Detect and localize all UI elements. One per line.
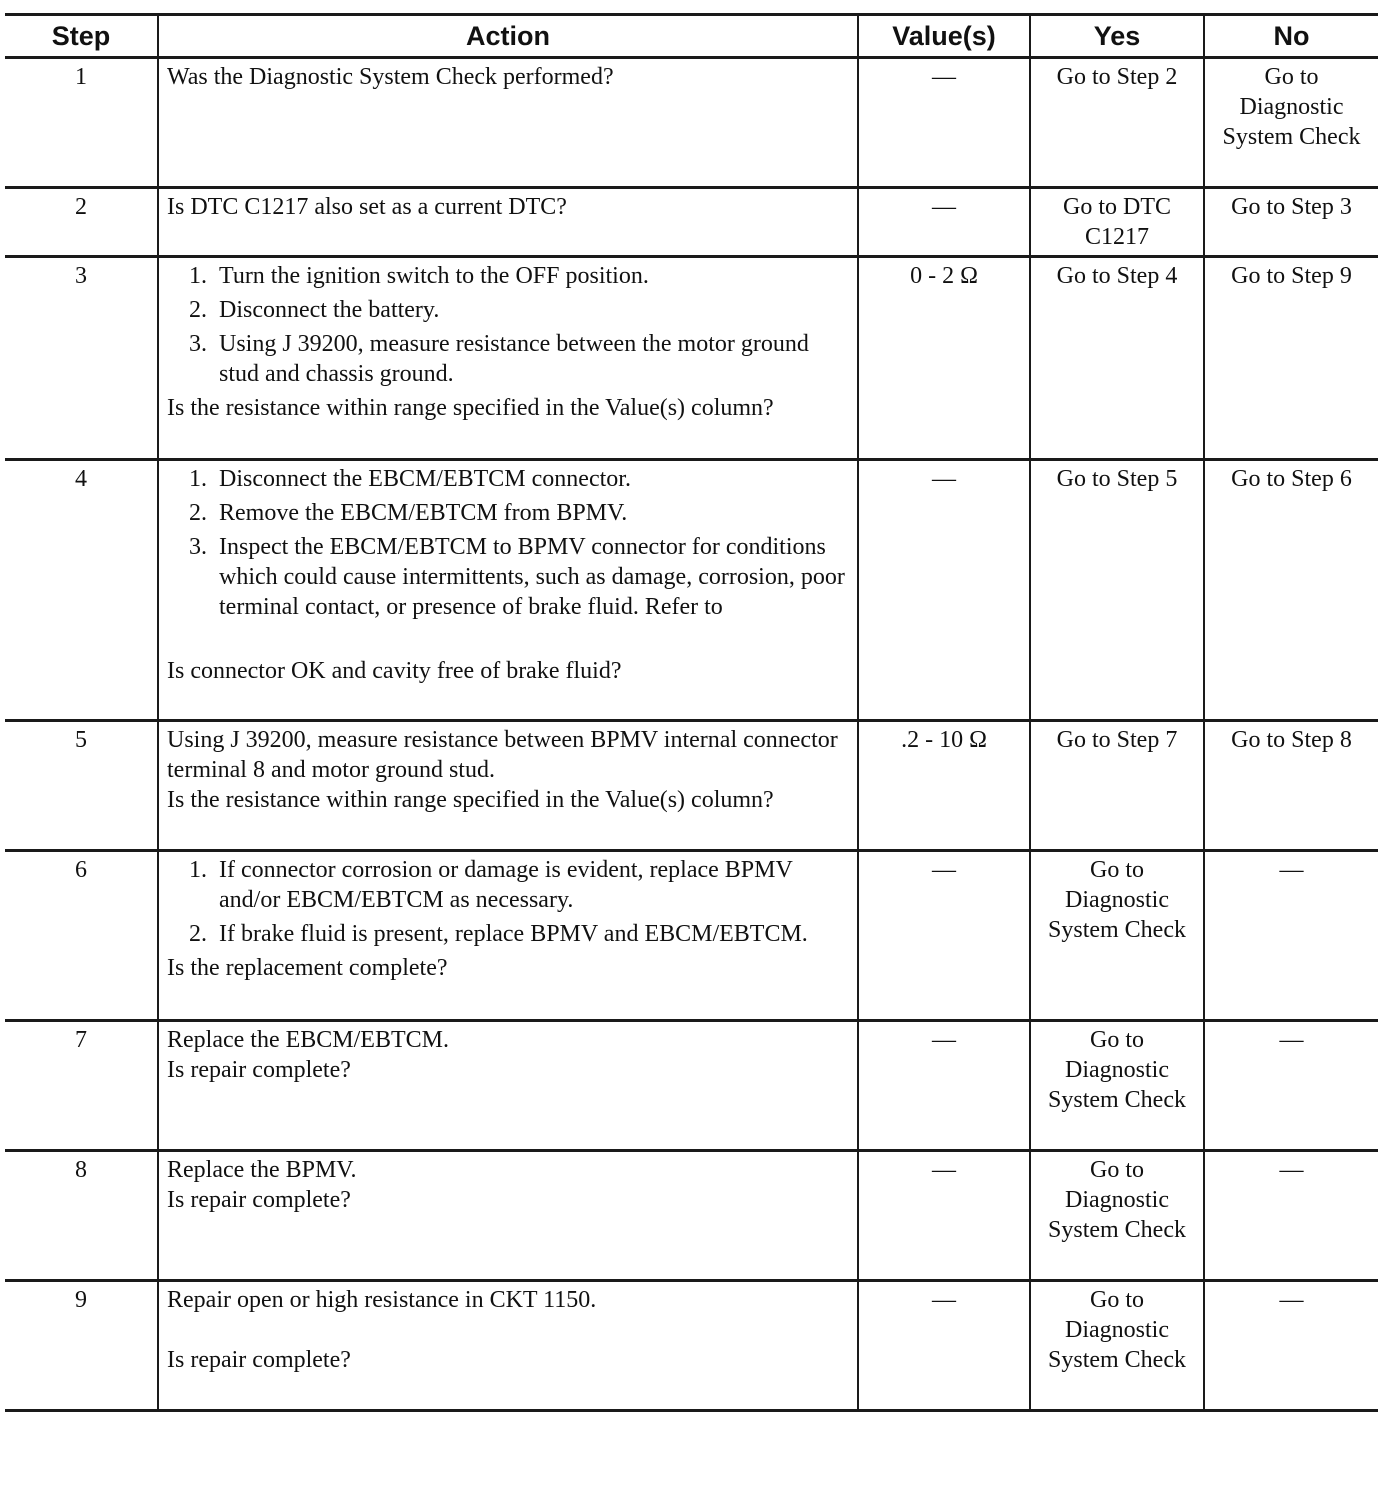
action-step	[167, 919, 849, 949]
step-text: Disconnect the battery.	[219, 297, 440, 323]
step-index: 1.	[189, 857, 207, 883]
action-question: Is connector OK and cavity free of brake fluid?	[167, 658, 622, 684]
no-cell: —	[1204, 1021, 1378, 1151]
step-number: 6	[5, 851, 158, 1021]
header-values: Value(s)	[858, 15, 1030, 58]
step-number: 4	[5, 460, 158, 721]
no-cell: Go to Step 9	[1204, 257, 1378, 460]
step-index: 2.	[189, 500, 207, 526]
step-index: 3.	[189, 534, 207, 560]
action-cell	[158, 1281, 858, 1411]
action-question: Is repair complete?	[167, 1347, 351, 1373]
no-cell: —	[1204, 1281, 1378, 1411]
step-index: 3.	[189, 331, 207, 357]
yes-cell: Go to Step 5	[1030, 460, 1204, 721]
step-number: 8	[5, 1151, 158, 1281]
table-row	[5, 188, 1378, 257]
yes-cell: Go to Step 7	[1030, 721, 1204, 851]
table-row	[5, 1151, 1378, 1281]
no-cell: Go to Step 3	[1204, 188, 1378, 257]
action-question: Is repair complete?	[167, 1187, 351, 1213]
yes-cell: Go to Diagnostic System Check	[1030, 1151, 1204, 1281]
value-cell: —	[858, 851, 1030, 1021]
header-no: No	[1204, 15, 1378, 58]
no-cell: —	[1204, 1151, 1378, 1281]
action-question: Is the resistance within range specified in the Value(s) column?	[167, 395, 774, 421]
step-number: 3	[5, 257, 158, 460]
step-number: 9	[5, 1281, 158, 1411]
step-text: Disconnect the EBCM/EBTCM connector.	[219, 466, 631, 492]
value-cell: .2 - 10 Ω	[858, 721, 1030, 851]
step-number: 5	[5, 721, 158, 851]
action-text: Replace the EBCM/EBTCM.	[167, 1027, 449, 1053]
step-text: Using J 39200, measure resistance between the motor ground stud and chassis ground.	[219, 331, 809, 387]
yes-cell: Go to Step 4	[1030, 257, 1204, 460]
table-row	[5, 58, 1378, 188]
value-cell: —	[858, 1021, 1030, 1151]
diagnostic-table	[5, 13, 1378, 1412]
table-row	[5, 721, 1378, 851]
header-yes: Yes	[1030, 15, 1204, 58]
spacer	[167, 1315, 849, 1345]
action-question: Is repair complete?	[167, 1057, 351, 1083]
action-text: Replace the BPMV.	[167, 1157, 357, 1183]
step-text: Inspect the EBCM/EBTCM to BPMV connector for conditions which could cause intermittents, such as damage, corrosion, poor terminal contact, or presence of brake fluid. Refer to	[219, 534, 845, 620]
value-cell: —	[858, 1281, 1030, 1411]
action-question: Is the resistance within range specified in the Value(s) column?	[167, 787, 774, 813]
no-cell: Go to Step 8	[1204, 721, 1378, 851]
action-steps	[167, 261, 849, 389]
header-row	[5, 15, 1378, 58]
step-index: 2.	[189, 297, 207, 323]
action-steps	[167, 464, 849, 622]
table-row	[5, 851, 1378, 1021]
table-row	[5, 1021, 1378, 1151]
action-text: Is DTC C1217 also set as a current DTC?	[167, 194, 567, 220]
step-text: Remove the EBCM/EBTCM from BPMV.	[219, 500, 628, 526]
action-step	[167, 464, 849, 494]
yes-cell: Go to Diagnostic System Check	[1030, 851, 1204, 1021]
yes-cell: Go to Diagnostic System Check	[1030, 1281, 1204, 1411]
action-text: Repair open or high resistance in CKT 1150.	[167, 1287, 597, 1313]
action-question: Is the replacement complete?	[167, 955, 448, 981]
no-cell: —	[1204, 851, 1378, 1021]
value-cell: —	[858, 188, 1030, 257]
action-cell	[158, 58, 858, 188]
step-text: Turn the ignition switch to the OFF position.	[219, 263, 649, 289]
action-text: Was the Diagnostic System Check performed?	[167, 64, 614, 90]
step-index: 1.	[189, 263, 207, 289]
table-row	[5, 257, 1378, 460]
action-cell	[158, 1151, 858, 1281]
table-row	[5, 1281, 1378, 1411]
header-step: Step	[5, 15, 158, 58]
value-cell: —	[858, 58, 1030, 188]
step-index: 1.	[189, 466, 207, 492]
action-cell	[158, 188, 858, 257]
action-text: Using J 39200, measure resistance between BPMV internal connector terminal 8 and motor ground stud.	[167, 727, 838, 783]
action-step	[167, 855, 849, 915]
action-cell	[158, 721, 858, 851]
step-text: If connector corrosion or damage is evident, replace BPMV and/or EBCM/EBTCM as necessary.	[219, 857, 793, 913]
step-index: 2.	[189, 921, 207, 947]
step-number: 7	[5, 1021, 158, 1151]
action-step	[167, 295, 849, 325]
action-step	[167, 329, 849, 389]
yes-cell: Go to Diagnostic System Check	[1030, 1021, 1204, 1151]
header-action: Action	[158, 15, 858, 58]
action-steps	[167, 855, 849, 949]
table-row	[5, 460, 1378, 721]
step-text: If brake fluid is present, replace BPMV and EBCM/EBTCM.	[219, 921, 808, 947]
action-step	[167, 498, 849, 528]
step-number: 2	[5, 188, 158, 257]
step-number: 1	[5, 58, 158, 188]
action-cell	[158, 851, 858, 1021]
value-cell: —	[858, 1151, 1030, 1281]
action-step	[167, 261, 849, 291]
action-cell	[158, 257, 858, 460]
yes-cell: Go to Step 2	[1030, 58, 1204, 188]
value-cell: —	[858, 460, 1030, 721]
no-cell: Go to Step 6	[1204, 460, 1378, 721]
value-cell: 0 - 2 Ω	[858, 257, 1030, 460]
action-step	[167, 532, 849, 622]
action-cell	[158, 1021, 858, 1151]
action-cell	[158, 460, 858, 721]
yes-cell: Go to DTC C1217	[1030, 188, 1204, 257]
spacer	[167, 626, 849, 656]
no-cell: Go to Diagnostic System Check	[1204, 58, 1378, 188]
